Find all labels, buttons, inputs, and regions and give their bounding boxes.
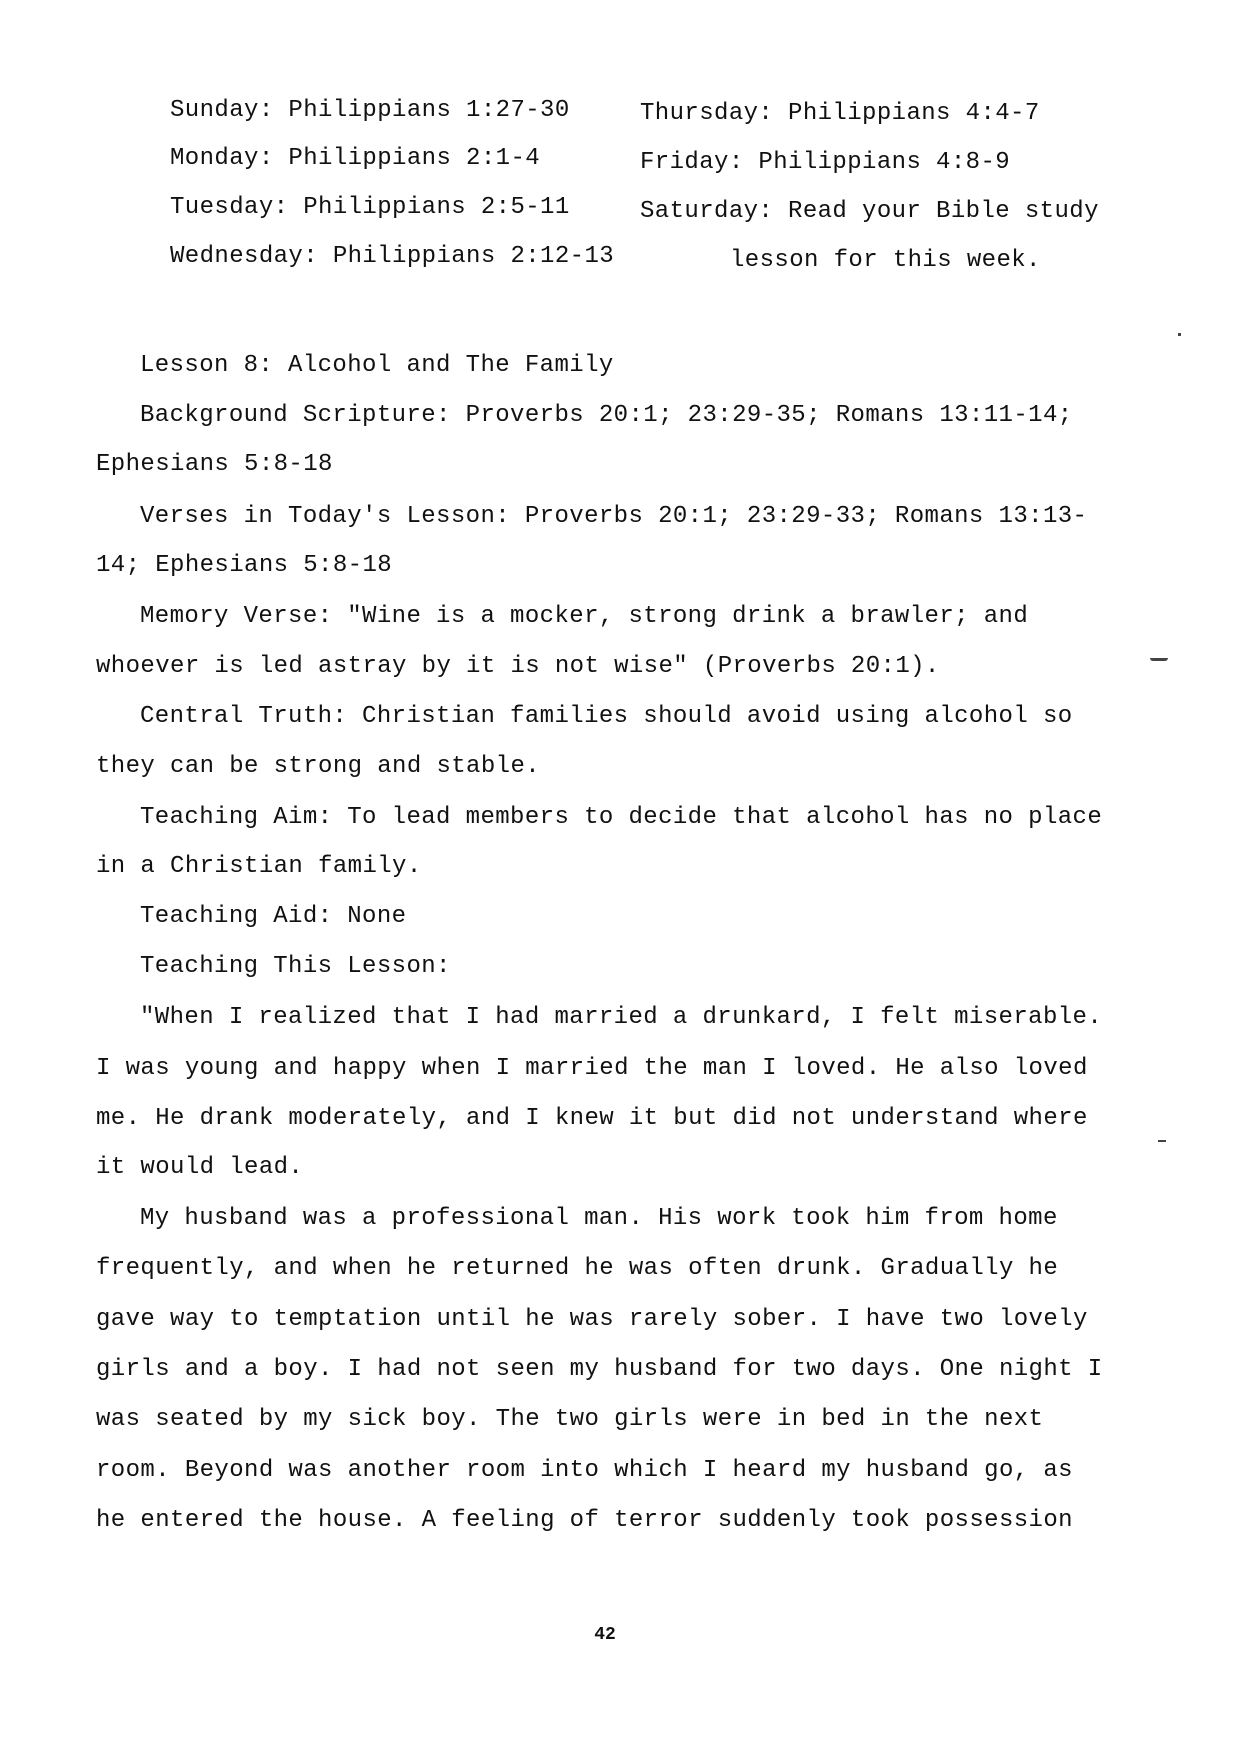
body-para2-line1: My husband was a professional man. His work took him from home [140,1205,1058,1232]
body-para2-line6: room. Beyond was another room into which I heard my husband go, as [96,1457,1073,1484]
body-para2-line4: girls and a boy. I had not seen my husband for two days. One night I [96,1356,1103,1383]
schedule-wednesday: Wednesday: Philippians 2:12-13 [170,243,615,270]
body-para1-line2: I was young and happy when I married the man I loved. He also loved [96,1055,1088,1082]
scan-speck [1150,658,1168,661]
teaching-aid: Teaching Aid: None [140,903,407,930]
central-truth-line1: Central Truth: Christian families should avoid using alcohol so [140,703,1073,730]
body-para2-line7: he entered the house. A feeling of terror suddenly took possession [96,1507,1073,1534]
background-scripture-line1: Background Scripture: Proverbs 20:1; 23:29-35; Romans 13:11-14; [140,402,1073,429]
central-truth-line2: they can be strong and stable. [96,753,541,780]
teaching-aim-line2: in a Christian family. [96,853,422,880]
schedule-friday: Friday: Philippians 4:8-9 [640,149,1011,176]
body-para2-line5: was seated by my sick boy. The two girls were in bed in the next [96,1406,1044,1433]
memory-verse-line2: whoever is led astray by it is not wise" (Proverbs 20:1). [96,653,940,680]
verses-line2: 14; Ephesians 5:8-18 [96,552,393,579]
page-number: 42 [594,1625,616,1645]
schedule-tuesday: Tuesday: Philippians 2:5-11 [170,194,570,221]
teaching-heading: Teaching This Lesson: [140,953,451,980]
schedule-monday: Monday: Philippians 2:1-4 [170,145,541,172]
scan-speck [1178,333,1181,336]
teaching-aim-line1: Teaching Aim: To lead members to decide that alcohol has no place [140,804,1103,831]
body-para1-line3: me. He drank moderately, and I knew it but did not understand where [96,1105,1088,1132]
lesson-title: Lesson 8: Alcohol and The Family [140,352,614,379]
schedule-thursday: Thursday: Philippians 4:4-7 [640,100,1040,127]
body-para2-line2: frequently, and when he returned he was often drunk. Gradually he [96,1255,1059,1282]
schedule-sunday: Sunday: Philippians 1:27-30 [170,97,570,124]
memory-verse-line1: Memory Verse: "Wine is a mocker, strong drink a brawler; and [140,603,1029,630]
schedule-saturday-cont: lesson for this week. [730,247,1041,274]
body-para1-line1: "When I realized that I had married a drunkard, I felt miserable. [140,1004,1103,1031]
scan-speck [1158,1140,1166,1142]
schedule-saturday: Saturday: Read your Bible study [640,198,1099,225]
body-para1-line4: it would lead. [96,1154,304,1181]
verses-line1: Verses in Today's Lesson: Proverbs 20:1; 23:29-33; Romans 13:13- [140,503,1088,530]
background-scripture-line2: Ephesians 5:8-18 [96,451,333,478]
body-para2-line3: gave way to temptation until he was rarely sober. I have two lovely [96,1306,1088,1333]
